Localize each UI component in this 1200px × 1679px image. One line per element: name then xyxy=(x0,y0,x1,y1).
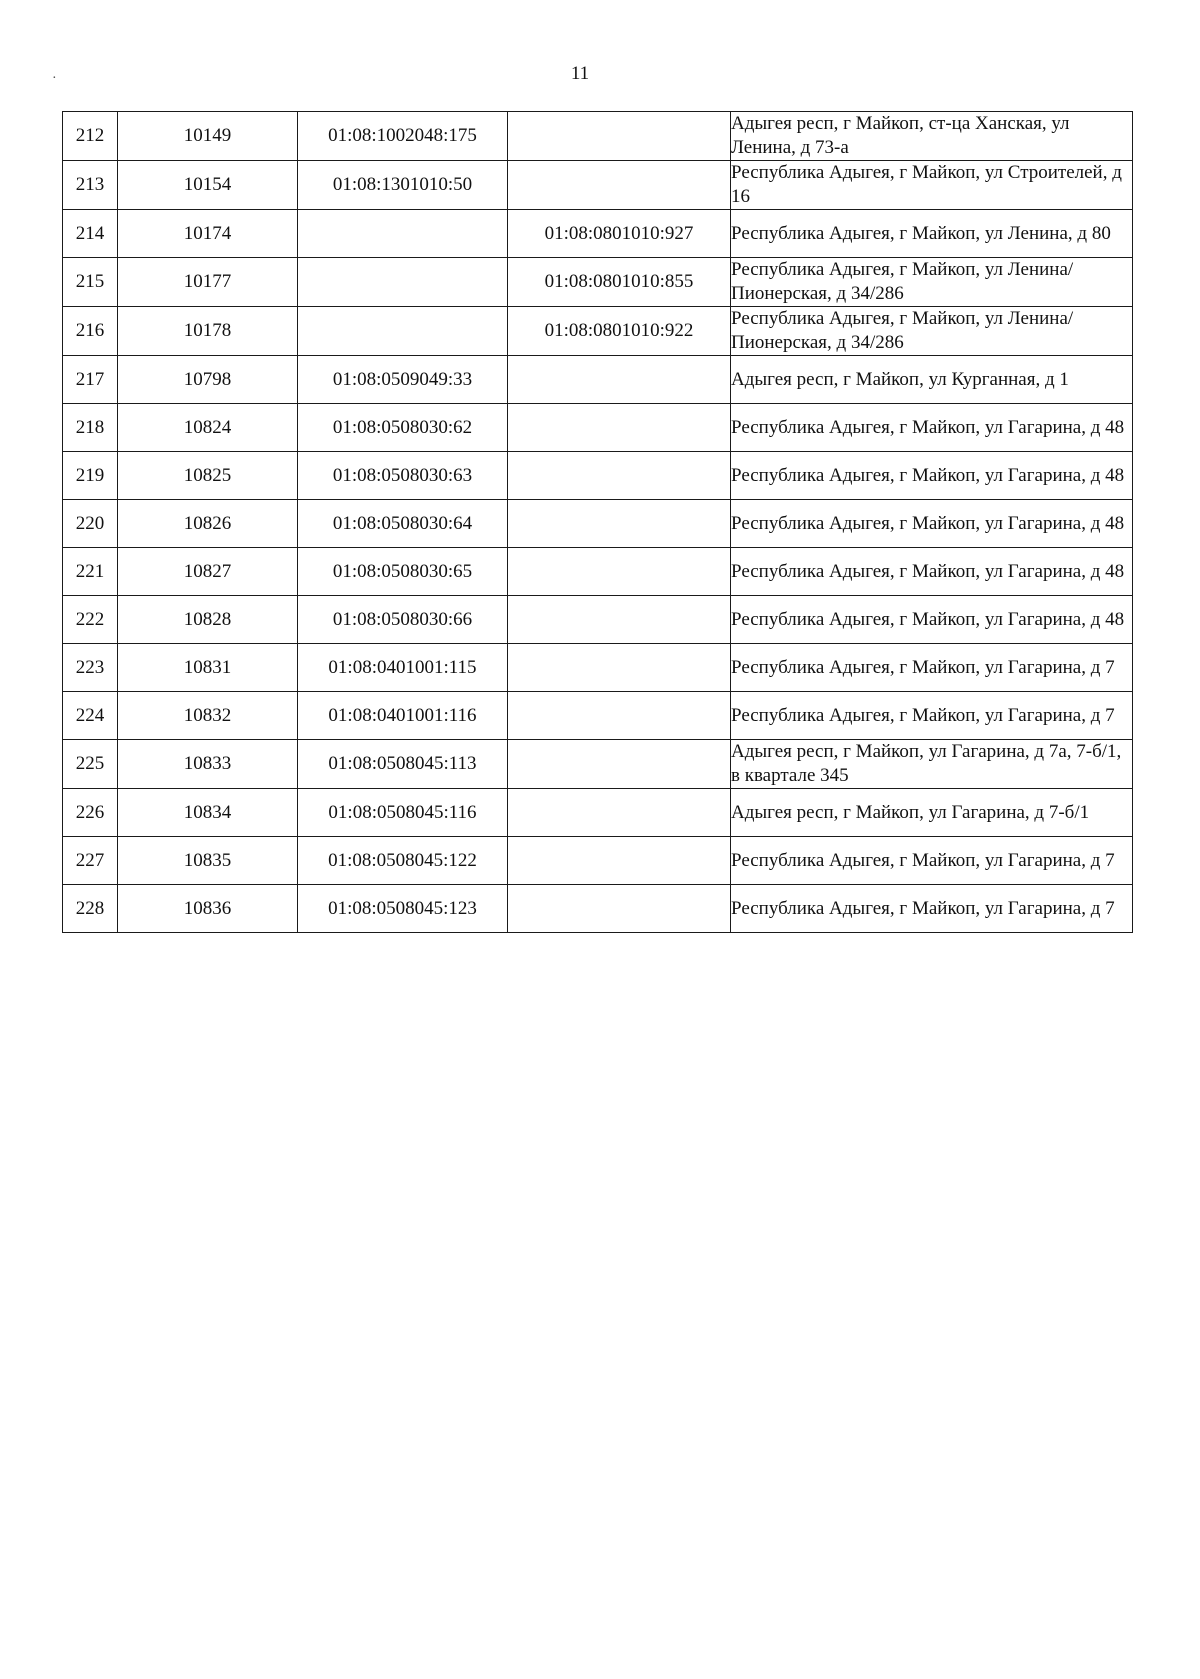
object-id: 10836 xyxy=(118,885,298,933)
address-text: Адыгея респ, г Майкоп, ст-ца Ханская, ул Ленина, д 73-а xyxy=(731,113,1070,158)
address-cell xyxy=(731,837,1133,885)
parent-cadastral-number xyxy=(508,404,731,452)
address-cell xyxy=(731,885,1133,933)
cadastral-number: 01:08:0508045:123 xyxy=(298,885,508,933)
cadastral-number: 01:08:0508030:63 xyxy=(298,452,508,500)
address-cell xyxy=(731,692,1133,740)
cadastral-number: 01:08:0508045:116 xyxy=(298,789,508,837)
page-number: 11 xyxy=(570,63,590,84)
address-text: Республика Адыгея, г Майкоп, ул Ленина/Пионерская, д 34/286 xyxy=(731,308,1074,353)
address-cell xyxy=(731,258,1133,307)
row-number: 226 xyxy=(63,789,118,837)
address-text: Республика Адыгея, г Майкоп, ул Гагарина, д 48 xyxy=(731,560,1125,582)
row-number: 224 xyxy=(63,692,118,740)
table-row xyxy=(63,404,1133,452)
parent-cadastral-number xyxy=(508,112,731,161)
cadastral-number: 01:08:1301010:50 xyxy=(298,161,508,210)
row-number: 222 xyxy=(63,596,118,644)
address-cell xyxy=(731,644,1133,692)
parent-cadastral-number xyxy=(508,644,731,692)
table-row xyxy=(63,692,1133,740)
row-number: 214 xyxy=(63,210,118,258)
address-cell xyxy=(731,210,1133,258)
property-registry-table xyxy=(62,111,1133,933)
address-text: Республика Адыгея, г Майкоп, ул Гагарина, д 7 xyxy=(731,704,1115,726)
parent-cadastral-number xyxy=(508,789,731,837)
cadastral-number xyxy=(298,210,508,258)
address-text: Республика Адыгея, г Майкоп, ул Гагарина, д 7 xyxy=(731,849,1115,871)
parent-cadastral-number xyxy=(508,161,731,210)
cadastral-number: 01:08:0508030:64 xyxy=(298,500,508,548)
row-number: 225 xyxy=(63,740,118,789)
object-id: 10177 xyxy=(118,258,298,307)
row-number: 218 xyxy=(63,404,118,452)
cadastral-number: 01:08:1002048:175 xyxy=(298,112,508,161)
object-id: 10832 xyxy=(118,692,298,740)
object-id: 10835 xyxy=(118,837,298,885)
parent-cadastral-number xyxy=(508,452,731,500)
row-number: 227 xyxy=(63,837,118,885)
address-text: Республика Адыгея, г Майкоп, ул Ленина, д 80 xyxy=(731,222,1111,244)
row-number: 220 xyxy=(63,500,118,548)
cadastral-number: 01:08:0508030:66 xyxy=(298,596,508,644)
parent-cadastral-number xyxy=(508,500,731,548)
row-number: 221 xyxy=(63,548,118,596)
address-cell xyxy=(731,356,1133,404)
parent-cadastral-number xyxy=(508,548,731,596)
address-cell xyxy=(731,740,1133,789)
cadastral-number: 01:08:0508030:62 xyxy=(298,404,508,452)
object-id: 10174 xyxy=(118,210,298,258)
parent-cadastral-number xyxy=(508,837,731,885)
table-row xyxy=(63,210,1133,258)
row-number: 223 xyxy=(63,644,118,692)
scan-speck: · xyxy=(52,71,57,86)
address-cell xyxy=(731,404,1133,452)
table-row xyxy=(63,356,1133,404)
table-row xyxy=(63,258,1133,307)
row-number: 217 xyxy=(63,356,118,404)
address-text: Адыгея респ, г Майкоп, ул Гагарина, д 7-б/1 xyxy=(731,801,1090,823)
address-cell xyxy=(731,500,1133,548)
address-text: Республика Адыгея, г Майкоп, ул Гагарина, д 7 xyxy=(731,897,1115,919)
parent-cadastral-number xyxy=(508,740,731,789)
address-text: Адыгея респ, г Майкоп, ул Курганная, д 1 xyxy=(731,368,1069,390)
address-cell xyxy=(731,789,1133,837)
table-row xyxy=(63,789,1133,837)
table-row xyxy=(63,307,1133,356)
parent-cadastral-number xyxy=(508,885,731,933)
address-cell xyxy=(731,161,1133,210)
row-number: 216 xyxy=(63,307,118,356)
table-row xyxy=(63,740,1133,789)
address-text: Республика Адыгея, г Майкоп, ул Гагарина, д 7 xyxy=(731,656,1115,678)
row-number: 219 xyxy=(63,452,118,500)
object-id: 10833 xyxy=(118,740,298,789)
table-row xyxy=(63,548,1133,596)
table-row xyxy=(63,112,1133,161)
object-id: 10831 xyxy=(118,644,298,692)
address-text: Республика Адыгея, г Майкоп, ул Гагарина, д 48 xyxy=(731,512,1125,534)
registry-body xyxy=(63,112,1133,933)
object-id: 10824 xyxy=(118,404,298,452)
cadastral-number: 01:08:0508045:113 xyxy=(298,740,508,789)
table-row xyxy=(63,161,1133,210)
address-text: Адыгея респ, г Майкоп, ул Гагарина, д 7а, 7-б/1, в квартале 345 xyxy=(731,741,1122,786)
address-cell xyxy=(731,452,1133,500)
cadastral-number: 01:08:0401001:116 xyxy=(298,692,508,740)
cadastral-number: 01:08:0509049:33 xyxy=(298,356,508,404)
parent-cadastral-number: 01:08:0801010:922 xyxy=(508,307,731,356)
address-text: Республика Адыгея, г Майкоп, ул Гагарина, д 48 xyxy=(731,464,1125,486)
table-row xyxy=(63,837,1133,885)
parent-cadastral-number: 01:08:0801010:855 xyxy=(508,258,731,307)
cadastral-number: 01:08:0401001:115 xyxy=(298,644,508,692)
object-id: 10154 xyxy=(118,161,298,210)
cadastral-number xyxy=(298,258,508,307)
row-number: 212 xyxy=(63,112,118,161)
parent-cadastral-number xyxy=(508,596,731,644)
address-text: Республика Адыгея, г Майкоп, ул Гагарина, д 48 xyxy=(731,416,1125,438)
row-number: 213 xyxy=(63,161,118,210)
row-number: 215 xyxy=(63,258,118,307)
object-id: 10798 xyxy=(118,356,298,404)
table-row xyxy=(63,452,1133,500)
parent-cadastral-number xyxy=(508,356,731,404)
cadastral-number xyxy=(298,307,508,356)
object-id: 10834 xyxy=(118,789,298,837)
object-id: 10826 xyxy=(118,500,298,548)
address-cell xyxy=(731,307,1133,356)
table-row xyxy=(63,885,1133,933)
address-cell xyxy=(731,596,1133,644)
object-id: 10825 xyxy=(118,452,298,500)
table-row xyxy=(63,500,1133,548)
cadastral-number: 01:08:0508030:65 xyxy=(298,548,508,596)
address-text: Республика Адыгея, г Майкоп, ул Строителей, д 16 xyxy=(731,162,1122,207)
table-row xyxy=(63,644,1133,692)
object-id: 10178 xyxy=(118,307,298,356)
parent-cadastral-number: 01:08:0801010:927 xyxy=(508,210,731,258)
object-id: 10149 xyxy=(118,112,298,161)
row-number: 228 xyxy=(63,885,118,933)
cadastral-number: 01:08:0508045:122 xyxy=(298,837,508,885)
address-cell xyxy=(731,548,1133,596)
address-text: Республика Адыгея, г Майкоп, ул Гагарина, д 48 xyxy=(731,608,1125,630)
object-id: 10828 xyxy=(118,596,298,644)
table-row xyxy=(63,596,1133,644)
object-id: 10827 xyxy=(118,548,298,596)
parent-cadastral-number xyxy=(508,692,731,740)
address-text: Республика Адыгея, г Майкоп, ул Ленина/Пионерская, д 34/286 xyxy=(731,259,1074,304)
address-cell xyxy=(731,112,1133,161)
